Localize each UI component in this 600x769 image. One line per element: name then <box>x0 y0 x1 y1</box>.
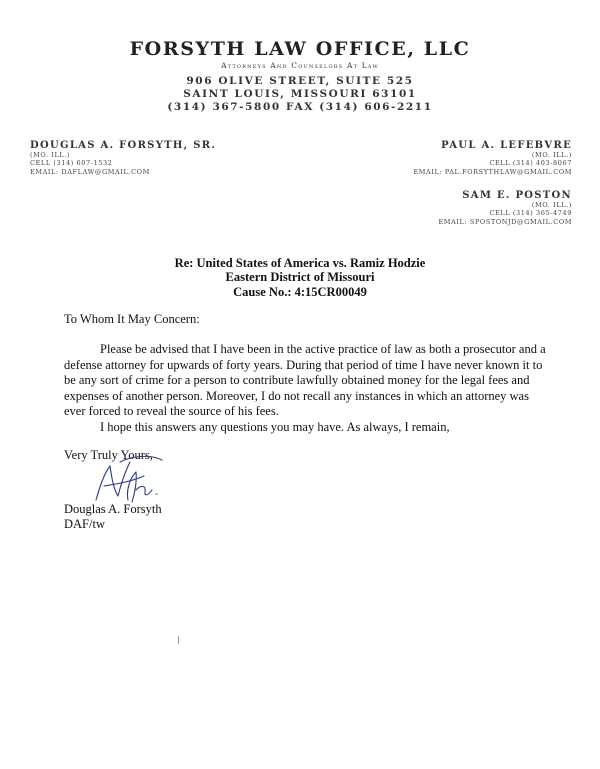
firm-tagline: Attorneys And Counselors At Law <box>221 61 379 70</box>
re-block <box>0 256 600 299</box>
body-paragraph-2: I hope this answers any questions you may have. As always, I remain, <box>100 420 450 434</box>
attorney-cell: CELL (314) 403-8067 <box>489 159 572 168</box>
attorney-name: PAUL A. LEFEBVRE <box>441 140 572 151</box>
re-district: Eastern District of Missouri <box>225 270 375 285</box>
re-cause-number: Cause No.: 4:15CR00049 <box>233 284 367 299</box>
attorney-cell: CELL (314) 607-1532 <box>30 159 113 168</box>
re-case-title: Re: United States of America vs. Ramiz Hodzie <box>174 256 426 270</box>
closing: Very Truly Yours, <box>64 448 153 462</box>
typist-initials: DAF/tw <box>64 517 105 531</box>
page-mark <box>178 636 179 644</box>
attorney-name: DOUGLAS A. FORSYTH, SR. <box>30 140 217 151</box>
attorney-bar: (MO. ILL.) <box>30 151 71 159</box>
attorney-bar: (MO. ILL.) <box>531 201 572 209</box>
salutation: To Whom It May Concern: <box>64 312 200 326</box>
attorney-email: EMAIL: DAFLAW@GMAIL.COM <box>30 167 150 176</box>
body-paragraph-1: Please be advised that I have been in the active practice of law as both a prosecutor and a defense attorney for upwards of forty years. During that period of time I have never known it to be any sort of crime for a person to contribute lawfully obtained money for the legal fees and expenses of another person. Moreover, I do not recall any instances in which an attorney was ever forced to reveal the source of his fees. <box>64 342 546 418</box>
attorney-bar: (MO. ILL.) <box>531 151 572 159</box>
attorney-email: EMAIL: SPOSTONJD@GMAIL.COM <box>438 217 572 226</box>
attorney-name: SAM E. POSTON <box>462 190 572 201</box>
address-line-1: 906 OLIVE STREET, SUITE 525 <box>186 75 414 87</box>
attorney-cell: CELL (314) 365-4749 <box>489 209 572 218</box>
attorney-email: EMAIL: PAL.FORSYTHLAW@GMAIL.COM <box>413 167 572 176</box>
address-line-2: SAINT LOUIS, MISSOURI 63101 <box>183 88 417 100</box>
phone-fax-line: (314) 367-5800 FAX (314) 606-2211 <box>167 101 433 113</box>
firm-name: FORSYTH LAW OFFICE, LLC <box>129 38 471 60</box>
signer-name: Douglas A. Forsyth <box>64 502 162 516</box>
attorney-block-right-1 <box>330 140 572 176</box>
attorney-block-right-2 <box>330 190 572 226</box>
attorney-block-left <box>30 140 290 176</box>
